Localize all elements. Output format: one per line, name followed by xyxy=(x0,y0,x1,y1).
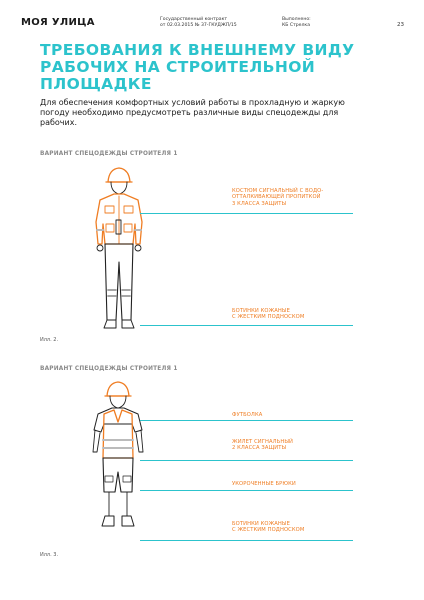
figure-caption-2: Илл. 2. xyxy=(40,337,59,343)
callout-text: ЖИЛЕТ СИГНАЛЬНЫЙ xyxy=(232,439,293,445)
contract-info xyxy=(160,17,237,29)
callout-text: УКОРОЧЕННЫЕ БРЮКИ xyxy=(232,481,296,487)
callout-text: БОТИНКИ КОЖАНЫЕ xyxy=(232,521,290,527)
callout-line-shorts xyxy=(140,490,353,491)
figure-caption-3: Илл. 3. xyxy=(40,552,59,558)
callout-text: ОТТАЛКИВАЮЩЕЙ ПРОПИТКОЙ xyxy=(232,194,321,201)
callout-tshirt xyxy=(232,412,262,418)
callout-text: ФУТБОЛКА xyxy=(232,412,263,418)
variant-2-heading: ВАРИАНТ СПЕЦОДЕЖДЫ СТРОИТЕЛЯ 1 xyxy=(40,366,178,372)
callout-line-suit xyxy=(140,213,353,214)
callout-line-boots xyxy=(140,325,353,326)
callout-text: КОСТЮМ СИГНАЛЬНЫЙ С ВОДО- xyxy=(232,188,324,194)
done-line-2: КБ Стрелка xyxy=(282,23,311,28)
done-line-1: Выполнено: xyxy=(282,17,311,22)
callout-leather-boots-2 xyxy=(232,521,304,534)
callout-line-tshirt xyxy=(140,420,353,421)
callout-line-vest xyxy=(140,460,353,461)
callout-text: БОТИНКИ КОЖАНЫЕ xyxy=(232,308,290,314)
callout-line-boots-2 xyxy=(140,540,353,541)
worker-1-illustration xyxy=(88,162,158,332)
contract-line-1: Государственный контракт xyxy=(160,17,228,22)
callout-text: 3 КЛАССА ЗАЩИТЫ xyxy=(232,200,287,207)
callout-text: 2 КЛАССА ЗАЩИТЫ xyxy=(232,445,287,452)
intro-paragraph: Для обеспечения комфортных условий работы в прохладную и жаркую погоду необходимо предусмотреть различные виды спецодежды для рабочих. xyxy=(40,98,345,127)
brand-logo: МОЯ УЛИЦА xyxy=(21,17,95,28)
worker-2-illustration xyxy=(88,378,158,538)
contract-line-2: от 02.03.2015 № 37-ГКУДЖП/15 xyxy=(160,23,237,28)
callout-cropped-trousers xyxy=(232,481,296,487)
page-number: 23 xyxy=(397,22,404,28)
callout-signal-suit xyxy=(232,188,323,207)
variant-1-heading: ВАРИАНТ СПЕЦОДЕЖДЫ СТРОИТЕЛЯ 1 xyxy=(40,151,178,157)
callout-text: С ЖЕСТКИМ ПОДНОСКОМ xyxy=(232,527,305,534)
callout-leather-boots-1 xyxy=(232,308,304,321)
callout-text: С ЖЕСТКИМ ПОДНОСКОМ xyxy=(232,314,305,321)
page-title: ТРЕБОВАНИЯ К ВНЕШНЕМУ ВИДУ РАБОЧИХ НА СТРОИТЕЛЬНОЙ ПЛОЩАДКЕ xyxy=(40,41,355,93)
done-by-info xyxy=(282,17,311,29)
callout-signal-vest xyxy=(232,439,293,452)
